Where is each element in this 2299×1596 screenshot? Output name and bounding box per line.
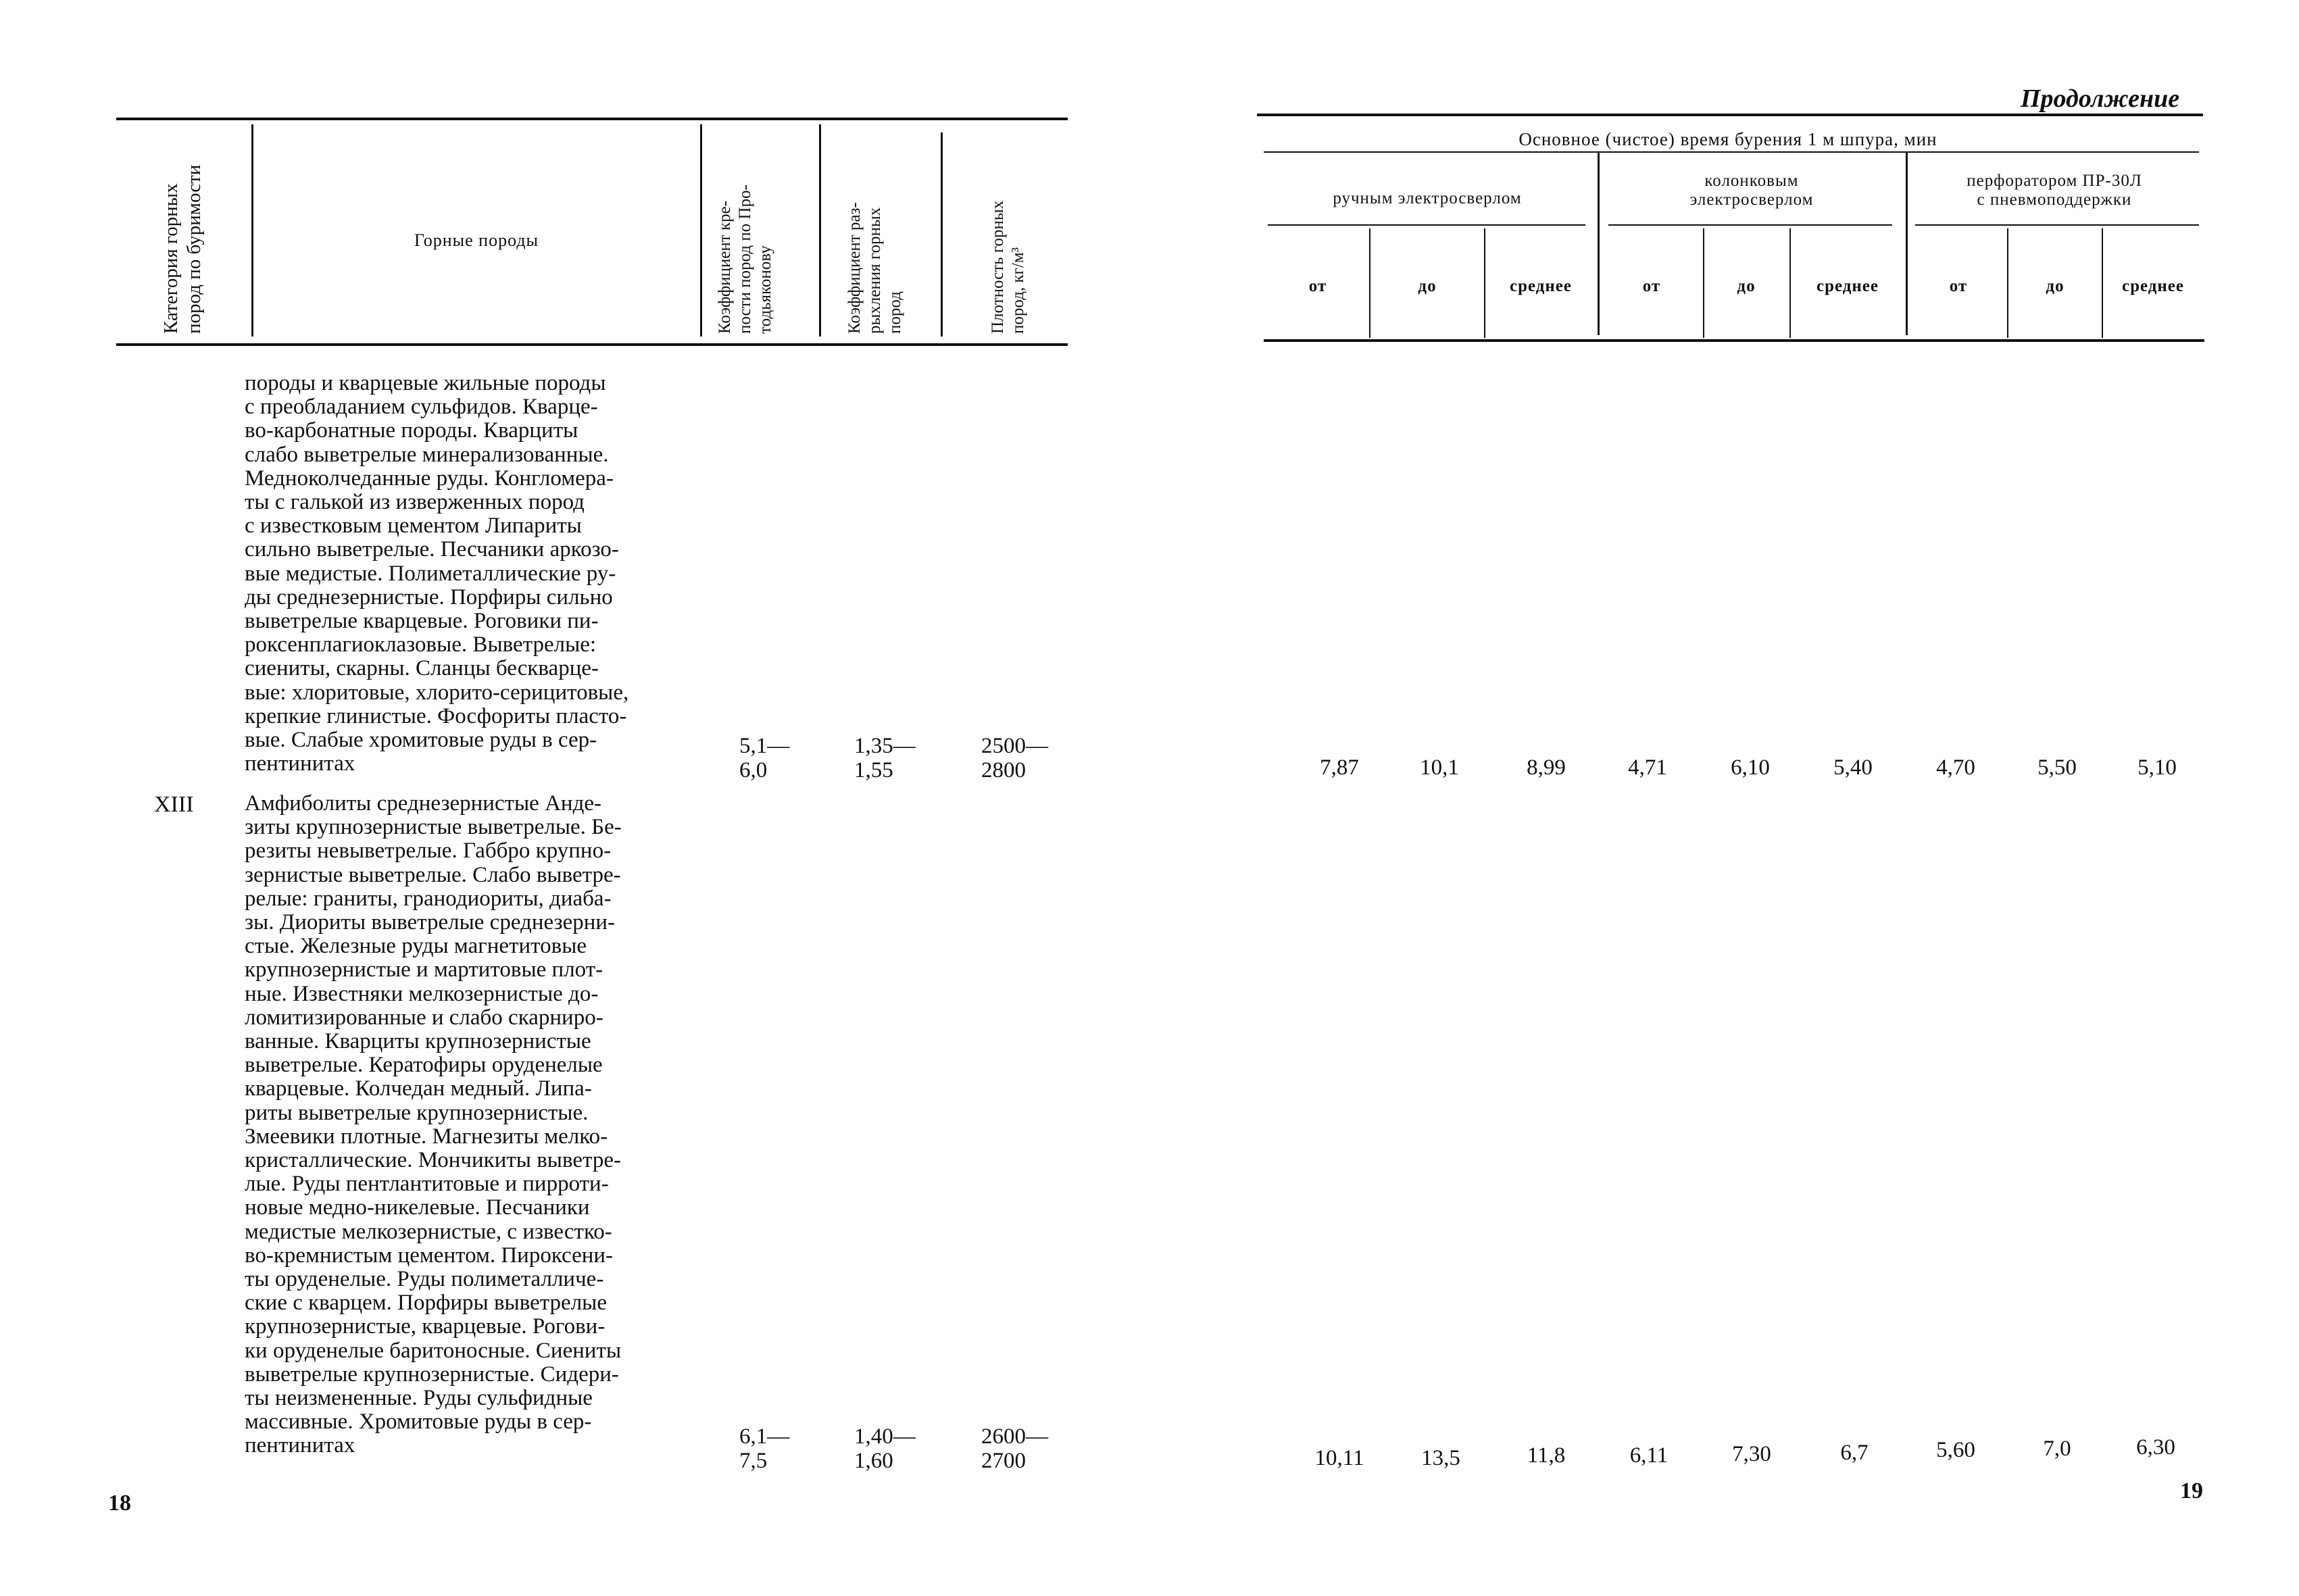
subcol-divider — [1484, 228, 1485, 338]
left-col-divider-1 — [251, 124, 253, 336]
header-density: Плотность горных пород, кг/м³ — [989, 200, 1027, 334]
loosening-value-row-2 — [854, 1424, 916, 1473]
subcol-divider — [1369, 228, 1370, 338]
time-value: 11,8 — [1527, 1443, 1566, 1468]
time-value: 13,5 — [1421, 1446, 1460, 1470]
text-line: Амфиболиты среднезернистые Анде- — [245, 791, 601, 816]
text-line: ки оруденелые баритоносные. Сиениты — [245, 1338, 622, 1363]
group-header-column: колонковым электросверлом — [1689, 172, 1814, 209]
text-line: сиениты, скарны. Сланцы бескварце- — [245, 656, 599, 681]
text-line: ты с галькой из изверженных пород — [245, 490, 585, 515]
strength-to: 7,5 — [739, 1449, 768, 1473]
text-line: сильно выветрелые. Песчаники аркозо- — [245, 537, 619, 562]
subheader-column-from: от — [1642, 277, 1661, 295]
time-value: 5,60 — [1936, 1438, 1975, 1462]
group-divider-1 — [1598, 153, 1600, 335]
subheader-manual-to: до — [1418, 277, 1437, 295]
text-line: риты выветрелые крупнозернистые. — [245, 1100, 589, 1125]
main-header-rule — [1264, 151, 2199, 153]
strength-from: 5,1— — [739, 734, 790, 758]
text-line: зернистые выветрелые. Слабо выветре- — [245, 862, 621, 887]
rock-description-row-2 — [245, 792, 697, 1458]
text-line: ные. Известняки мелкозернистые до- — [245, 981, 599, 1006]
loosening-to: 1,60 — [854, 1449, 893, 1473]
time-value: 10,1 — [1420, 755, 1459, 780]
time-value: 5,10 — [2137, 755, 2177, 780]
group-rule-2 — [1608, 224, 1892, 226]
time-value: 6,11 — [1629, 1443, 1668, 1468]
right-header-top-rule — [1257, 114, 2203, 116]
density-to: 2800 — [981, 758, 1026, 782]
group-rule-1 — [1268, 224, 1585, 226]
subheader-perforator-avg: среднее — [2121, 277, 2184, 295]
left-col-divider-4 — [941, 132, 943, 336]
text-line: кварцевые. Колчедан медный. Липа- — [245, 1076, 592, 1101]
rock-description-row-1 — [245, 372, 697, 776]
text-line: выветрелые крупнозернистые. Сидери- — [245, 1362, 619, 1387]
subheader-perforator-from: от — [1949, 277, 1968, 295]
text-line: пентинитах — [245, 751, 355, 776]
text-line: крупнозернистые, кварцевые. Рогови- — [245, 1314, 605, 1339]
text-line: во-кремнистым цементом. Пироксени- — [245, 1243, 614, 1268]
text-line: зиты крупнозернистые выветрелые. Бе- — [245, 815, 622, 840]
group-header-manual: ручным электросверлом — [1333, 189, 1522, 207]
left-header-bottom-rule — [116, 343, 1068, 346]
text-line: новые медно-никелевые. Песчаники — [245, 1195, 590, 1220]
text-line: пентинитах — [245, 1433, 355, 1458]
text-line: вые: хлоритовые, хлорито-серицитовые, — [245, 680, 629, 705]
time-value: 7,0 — [2043, 1437, 2071, 1461]
subheader-column-to: до — [1737, 277, 1756, 295]
density-to: 2700 — [981, 1449, 1026, 1473]
density-value-row-1 — [981, 734, 1048, 782]
subheader-perforator-to: до — [2046, 277, 2065, 295]
time-value: 4,71 — [1628, 755, 1667, 780]
loosening-from: 1,40— — [854, 1424, 916, 1449]
text-line: ломитизированные и слабо скарниро- — [245, 1005, 603, 1030]
text-line: релые: граниты, гранодиориты, диаба- — [245, 886, 612, 911]
continuation-label: Продолжение — [2021, 84, 2180, 113]
loosening-from: 1,35— — [854, 734, 916, 758]
text-line: выветрелые кварцевые. Роговики пи- — [245, 609, 599, 634]
text-line: выветрелые. Кератофиры оруденелые — [245, 1053, 603, 1078]
left-page-number: 18 — [108, 1491, 131, 1516]
density-from: 2600— — [981, 1424, 1048, 1449]
text-line: ты неизмененные. Руды сульфидные — [245, 1386, 593, 1411]
header-rocks: Горные породы — [414, 230, 539, 250]
text-line: стые. Железные руды магнетитовые — [245, 934, 587, 959]
text-line: крепкие глинистые. Фосфориты пласто- — [245, 703, 627, 728]
text-line: крупнозернистые и мартитовые плот- — [245, 957, 603, 982]
main-header: Основное (чистое) время бурения 1 м шпура, мин — [1518, 129, 1937, 149]
text-line: Змеевики плотные. Магнезиты мелко- — [245, 1124, 608, 1149]
text-line: ты оруденелые. Руды полиметалличе- — [245, 1267, 604, 1292]
text-line: массивные. Хромитовые руды в сер- — [245, 1410, 592, 1435]
subheader-manual-from: от — [1308, 277, 1327, 295]
right-page-number: 19 — [2180, 1478, 2203, 1503]
text-line: вые. Слабые хромитовые руды в сер- — [245, 728, 597, 753]
group-header-perforator: перфоратором ПР-30Л с пневмоподдержки — [1967, 172, 2142, 209]
strength-value-row-2 — [739, 1424, 789, 1473]
strength-from: 6,1— — [739, 1424, 790, 1449]
subcol-divider — [1789, 228, 1791, 338]
time-value: 6,30 — [2136, 1435, 2175, 1460]
text-line: кристаллические. Мончикиты выветре- — [245, 1148, 621, 1173]
subheader-manual-avg: среднее — [1509, 277, 1572, 295]
density-value-row-2 — [981, 1424, 1048, 1473]
time-value: 6,7 — [1840, 1441, 1869, 1465]
header-loosening: Коэффициент раз- рыхления горных пород — [845, 202, 904, 334]
subcol-divider — [1703, 228, 1704, 338]
header-category: Категория горных пород по буримости — [160, 164, 205, 334]
right-header-bottom-rule — [1264, 339, 2204, 342]
text-line: Медноколчеданные руды. Конгломера- — [245, 466, 614, 491]
text-line: роксенплагиоклазовые. Выветрелые: — [245, 632, 597, 657]
subcol-divider — [2102, 228, 2103, 338]
loosening-to: 1,55 — [854, 758, 893, 782]
time-value: 10,11 — [1314, 1446, 1364, 1470]
time-value: 5,50 — [2037, 755, 2077, 780]
left-col-divider-3 — [819, 124, 821, 336]
text-line: ванные. Кварциты крупнозернистые — [245, 1029, 591, 1054]
text-line: с известковым цементом Липариты — [245, 514, 582, 539]
text-line: породы и кварцевые жильные породы — [245, 371, 606, 395]
text-line: резиты невыветрелые. Габбро крупно- — [245, 839, 612, 864]
strength-to: 6,0 — [739, 758, 768, 782]
left-col-divider-2 — [700, 124, 702, 336]
strength-value-row-1 — [739, 734, 789, 782]
left-header-top-rule — [116, 118, 1068, 120]
time-value: 6,10 — [1731, 755, 1770, 780]
time-value: 8,99 — [1527, 755, 1566, 780]
time-value: 7,87 — [1320, 755, 1359, 780]
category-xiii: XIII — [154, 792, 194, 817]
subheader-column-avg: среднее — [1816, 277, 1879, 295]
text-line: зы. Диориты выветрелые среднезерни- — [245, 910, 616, 935]
text-line: лые. Руды пентлантитовые и пирроти- — [245, 1172, 609, 1197]
loosening-value-row-1 — [854, 734, 916, 782]
text-line: с преобладанием сульфидов. Кварце- — [245, 395, 598, 420]
text-line: слабо выветрелые минерализованные. — [245, 442, 609, 467]
text-line: вые медистые. Полиметаллические ру- — [245, 561, 616, 586]
group-rule-3 — [1915, 224, 2199, 226]
time-value: 7,30 — [1732, 1442, 1771, 1466]
group-divider-2 — [1906, 153, 1908, 335]
text-line: ские с кварцем. Порфиры выветрелые — [245, 1291, 607, 1316]
time-value: 5,40 — [1833, 755, 1873, 780]
time-value: 4,70 — [1936, 755, 1975, 780]
subcol-divider — [2007, 228, 2008, 338]
text-line: ды среднезернистые. Порфиры сильно — [245, 584, 613, 609]
density-from: 2500— — [981, 734, 1048, 758]
text-line: во-карбонатные породы. Кварциты — [245, 418, 578, 443]
header-strength: Коэффициент кре- пости пород по Про- тодьяконову — [716, 184, 774, 334]
text-line: медистые мелкозернистые, с известко- — [245, 1219, 612, 1244]
